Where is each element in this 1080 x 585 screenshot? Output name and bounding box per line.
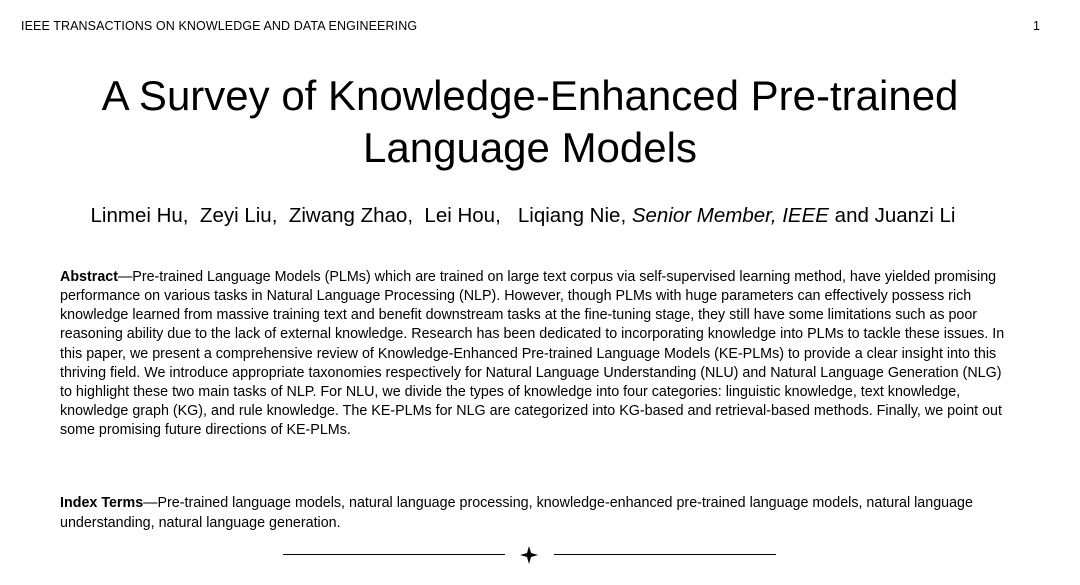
abstract-label: Abstract — [60, 269, 118, 285]
section-divider-right — [554, 554, 776, 555]
index-terms-text: —Pre-trained language models, natural language processing, knowledge-enhanced pre-trained language models, natural language understanding, natural language generation. — [60, 495, 973, 531]
journal-running-head: IEEE TRANSACTIONS ON KNOWLEDGE AND DATA ENGINEERING — [21, 19, 418, 33]
author-list — [0, 203, 1046, 229]
four-point-star-icon-graphic — [520, 546, 538, 564]
page-number: 1 — [1033, 19, 1040, 33]
author-name: and Juanzi Li — [834, 204, 956, 227]
author-name: Liqiang Nie, — [517, 204, 627, 227]
paper-title — [0, 70, 1060, 174]
author-name: Lei Hou, — [424, 204, 501, 227]
author-name: Ziwang Zhao, — [288, 204, 414, 227]
index-terms — [60, 494, 1005, 533]
star-shape — [520, 546, 538, 564]
index-terms-label: Index Terms — [60, 495, 144, 511]
abstract — [60, 268, 1005, 440]
abstract-text: —Pre-trained Language Models (PLMs) which are trained on large text corpus via self-supervised learning method, have yielded promising performance on various tasks in Natural Language Processing (NLP). However, though PLMs with huge parameters can effectively possess rich knowledge learned from massive training text and benefit downstream tasks at the fine-tuning stage, they still have some limitations such as poor reasoning ability due to the lack of external knowledge. Research has been dedicated to incorporating knowledge into PLMs to tackle these issues. In this paper, we present a comprehensive review of Knowledge-Enhanced Pre-trained Language Models (KE-PLMs) to provide a clear insight into this thriving field. We introduce appropriate taxonomies respectively for Natural Language Understanding (NLU) and Natural Language Generation (NLG) to highlight these two main tasks of NLP. For NLU, we divide the types of knowledge into four categories: linguistic knowledge, text knowledge, knowledge graph (KG), and rule knowledge. The KE-PLMs for NLG are categorized into KG-based and retrieval-based methods. Finally, we point out some promising future directions of KE-PLMs. — [60, 269, 1005, 439]
author-name: Linmei Hu, — [90, 204, 189, 227]
paper-title-line-2: Language Models — [363, 124, 697, 171]
section-divider-left — [283, 554, 505, 555]
paper-title-line-1: A Survey of Knowledge-Enhanced Pre-trained — [101, 72, 959, 119]
author-membership: Senior Member, IEEE — [631, 204, 829, 227]
author-name: Zeyi Liu, — [199, 204, 278, 227]
